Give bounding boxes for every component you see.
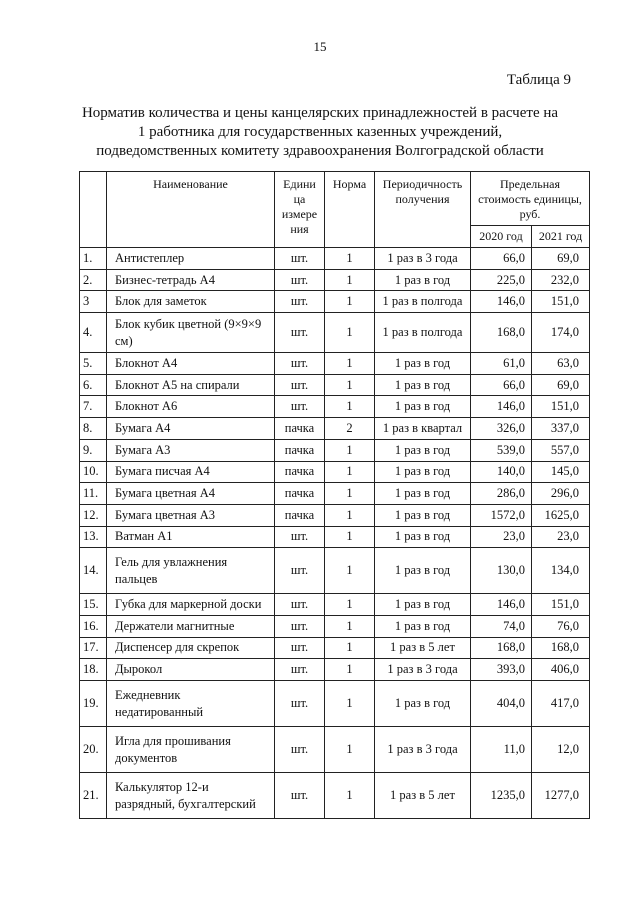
row-price-2021: 557,0	[532, 439, 590, 461]
row-number: 9.	[80, 439, 107, 461]
row-price-2020: 168,0	[471, 637, 532, 659]
row-name: Бизнес-тетрадь А4	[107, 269, 275, 291]
row-name: Бумага А3	[107, 439, 275, 461]
row-name: Игла для прошивания документов	[107, 727, 275, 773]
table-row	[80, 637, 590, 659]
row-price-2021: 145,0	[532, 461, 590, 483]
row-price-2020: 286,0	[471, 483, 532, 505]
row-period: 1 раз в 5 лет	[375, 773, 471, 819]
row-number: 5.	[80, 353, 107, 375]
row-name: Блокнот А6	[107, 396, 275, 418]
header-price: Предельная стоимость единицы, руб.	[471, 172, 590, 226]
row-price-2020: 393,0	[471, 659, 532, 681]
row-price-2021: 63,0	[532, 353, 590, 375]
row-period: 1 раз в год	[375, 594, 471, 616]
row-unit: шт.	[275, 615, 325, 637]
row-name: Диспенсер для скрепок	[107, 637, 275, 659]
row-price-2021: 168,0	[532, 637, 590, 659]
row-period: 1 раз в квартал	[375, 418, 471, 440]
row-norm: 1	[325, 439, 375, 461]
row-price-2020: 326,0	[471, 418, 532, 440]
row-period: 1 раз в год	[375, 396, 471, 418]
row-number: 19.	[80, 681, 107, 727]
row-number: 16.	[80, 615, 107, 637]
header-norm: Норма	[325, 172, 375, 248]
table-row	[80, 374, 590, 396]
row-number: 3	[80, 291, 107, 313]
row-norm: 1	[325, 483, 375, 505]
row-norm: 1	[325, 681, 375, 727]
table-row	[80, 313, 590, 353]
row-name: Бумага цветная А4	[107, 483, 275, 505]
row-price-2021: 23,0	[532, 526, 590, 548]
row-price-2021: 296,0	[532, 483, 590, 505]
row-number: 6.	[80, 374, 107, 396]
row-price-2020: 74,0	[471, 615, 532, 637]
row-price-2021: 1625,0	[532, 504, 590, 526]
row-unit: шт.	[275, 353, 325, 375]
row-number: 2.	[80, 269, 107, 291]
table-row	[80, 248, 590, 270]
row-price-2020: 66,0	[471, 248, 532, 270]
row-number: 15.	[80, 594, 107, 616]
row-name: Ежедневник недатированный	[107, 681, 275, 727]
row-unit: пачка	[275, 439, 325, 461]
row-period: 1 раз в год	[375, 526, 471, 548]
row-norm: 1	[325, 248, 375, 270]
norms-table	[79, 171, 590, 819]
row-period: 1 раз в год	[375, 504, 471, 526]
row-number: 10.	[80, 461, 107, 483]
row-price-2021: 134,0	[532, 548, 590, 594]
row-unit: шт.	[275, 291, 325, 313]
header-period: Периодичность получения	[375, 172, 471, 248]
row-norm: 1	[325, 548, 375, 594]
row-name: Ватман А1	[107, 526, 275, 548]
row-unit: шт.	[275, 248, 325, 270]
row-number: 17.	[80, 637, 107, 659]
row-period: 1 раз в год	[375, 269, 471, 291]
table-row	[80, 269, 590, 291]
row-norm: 1	[325, 526, 375, 548]
header-year-2021: 2021 год	[532, 226, 590, 248]
table-row	[80, 396, 590, 418]
row-period: 1 раз в год	[375, 615, 471, 637]
row-price-2020: 66,0	[471, 374, 532, 396]
row-unit: шт.	[275, 269, 325, 291]
table-row	[80, 594, 590, 616]
table-row	[80, 353, 590, 375]
row-norm: 1	[325, 504, 375, 526]
row-price-2020: 23,0	[471, 526, 532, 548]
table-row	[80, 483, 590, 505]
row-name: Дырокол	[107, 659, 275, 681]
row-period: 1 раз в 5 лет	[375, 637, 471, 659]
row-unit: пачка	[275, 461, 325, 483]
table-row	[80, 418, 590, 440]
row-period: 1 раз в год	[375, 548, 471, 594]
row-price-2021: 69,0	[532, 374, 590, 396]
row-number: 14.	[80, 548, 107, 594]
row-unit: шт.	[275, 773, 325, 819]
row-unit: шт.	[275, 548, 325, 594]
row-period: 1 раз в год	[375, 483, 471, 505]
row-unit: шт.	[275, 659, 325, 681]
table-body	[80, 248, 590, 819]
row-unit: шт.	[275, 681, 325, 727]
row-number: 13.	[80, 526, 107, 548]
row-price-2021: 337,0	[532, 418, 590, 440]
table-row	[80, 727, 590, 773]
table-row	[80, 439, 590, 461]
row-price-2021: 69,0	[532, 248, 590, 270]
row-price-2020: 404,0	[471, 681, 532, 727]
row-unit: шт.	[275, 637, 325, 659]
row-price-2021: 1277,0	[532, 773, 590, 819]
row-price-2020: 130,0	[471, 548, 532, 594]
row-period: 1 раз в год	[375, 461, 471, 483]
row-price-2020: 539,0	[471, 439, 532, 461]
row-number: 11.	[80, 483, 107, 505]
row-norm: 1	[325, 396, 375, 418]
row-norm: 1	[325, 374, 375, 396]
row-norm: 1	[325, 291, 375, 313]
row-unit: шт.	[275, 313, 325, 353]
row-price-2021: 174,0	[532, 313, 590, 353]
row-norm: 1	[325, 727, 375, 773]
row-unit: пачка	[275, 504, 325, 526]
title-line: 1 работника для государственных казенных учреждений,	[137, 124, 503, 140]
row-period: 1 раз в полгода	[375, 313, 471, 353]
row-unit: шт.	[275, 374, 325, 396]
row-unit: шт.	[275, 727, 325, 773]
row-unit: шт.	[275, 396, 325, 418]
row-number: 8.	[80, 418, 107, 440]
header-unit: Едини ца измере ния	[275, 172, 325, 248]
row-price-2020: 140,0	[471, 461, 532, 483]
row-name: Блокнот А4	[107, 353, 275, 375]
row-unit: пачка	[275, 418, 325, 440]
row-norm: 1	[325, 773, 375, 819]
table-row	[80, 291, 590, 313]
row-price-2020: 1572,0	[471, 504, 532, 526]
row-norm: 1	[325, 594, 375, 616]
row-unit: шт.	[275, 594, 325, 616]
row-number: 1.	[80, 248, 107, 270]
row-price-2021: 417,0	[532, 681, 590, 727]
row-period: 1 раз в год	[375, 681, 471, 727]
title-line: Норматив количества и цены канцелярских принадлежностей в расчете на	[81, 105, 559, 121]
row-unit: шт.	[275, 526, 325, 548]
row-price-2020: 146,0	[471, 594, 532, 616]
page-number: 15	[313, 39, 327, 54]
row-name: Бумага цветная А3	[107, 504, 275, 526]
row-name: Блок для заметок	[107, 291, 275, 313]
row-unit: пачка	[275, 483, 325, 505]
row-price-2021: 151,0	[532, 594, 590, 616]
row-name: Блокнот А5 на спирали	[107, 374, 275, 396]
row-norm: 1	[325, 313, 375, 353]
row-price-2020: 168,0	[471, 313, 532, 353]
row-period: 1 раз в 3 года	[375, 659, 471, 681]
row-price-2020: 11,0	[471, 727, 532, 773]
row-price-2021: 12,0	[532, 727, 590, 773]
row-price-2020: 146,0	[471, 291, 532, 313]
table-row	[80, 659, 590, 681]
row-name: Бумага писчая А4	[107, 461, 275, 483]
row-number: 18.	[80, 659, 107, 681]
row-name: Гель для увлажнения пальцев	[107, 548, 275, 594]
row-number: 20.	[80, 727, 107, 773]
row-name: Антистеплер	[107, 248, 275, 270]
row-norm: 1	[325, 461, 375, 483]
row-price-2020: 61,0	[471, 353, 532, 375]
row-price-2021: 232,0	[532, 269, 590, 291]
row-price-2021: 151,0	[532, 291, 590, 313]
document-title	[60, 104, 580, 161]
row-name: Блок кубик цветной (9×9×9 см)	[107, 313, 275, 353]
row-number: 4.	[80, 313, 107, 353]
row-name: Губка для маркерной доски	[107, 594, 275, 616]
row-price-2021: 406,0	[532, 659, 590, 681]
row-norm: 2	[325, 418, 375, 440]
row-period: 1 раз в полгода	[375, 291, 471, 313]
table-row	[80, 681, 590, 727]
row-number: 7.	[80, 396, 107, 418]
row-price-2021: 151,0	[532, 396, 590, 418]
row-period: 1 раз в 3 года	[375, 248, 471, 270]
row-period: 1 раз в 3 года	[375, 727, 471, 773]
row-name: Держатели магнитные	[107, 615, 275, 637]
row-price-2020: 225,0	[471, 269, 532, 291]
title-line: подведомственных комитету здравоохранения Волгоградской области	[96, 143, 544, 159]
row-norm: 1	[325, 637, 375, 659]
row-norm: 1	[325, 353, 375, 375]
row-number: 12.	[80, 504, 107, 526]
row-period: 1 раз в год	[375, 374, 471, 396]
header-name: Наименование	[107, 172, 275, 248]
row-number: 21.	[80, 773, 107, 819]
table-row	[80, 773, 590, 819]
row-norm: 1	[325, 615, 375, 637]
header-year-2020: 2020 год	[471, 226, 532, 248]
table-row	[80, 504, 590, 526]
row-norm: 1	[325, 659, 375, 681]
table-row	[80, 548, 590, 594]
row-price-2020: 1235,0	[471, 773, 532, 819]
header-number	[80, 172, 107, 248]
row-name: Бумага А4	[107, 418, 275, 440]
table-row	[80, 461, 590, 483]
row-period: 1 раз в год	[375, 353, 471, 375]
row-name: Калькулятор 12-и разрядный, бухгалтерский	[107, 773, 275, 819]
row-price-2020: 146,0	[471, 396, 532, 418]
table-row	[80, 615, 590, 637]
table-label: Таблица 9	[506, 72, 571, 88]
table-row	[80, 526, 590, 548]
row-price-2021: 76,0	[532, 615, 590, 637]
row-norm: 1	[325, 269, 375, 291]
row-period: 1 раз в год	[375, 439, 471, 461]
